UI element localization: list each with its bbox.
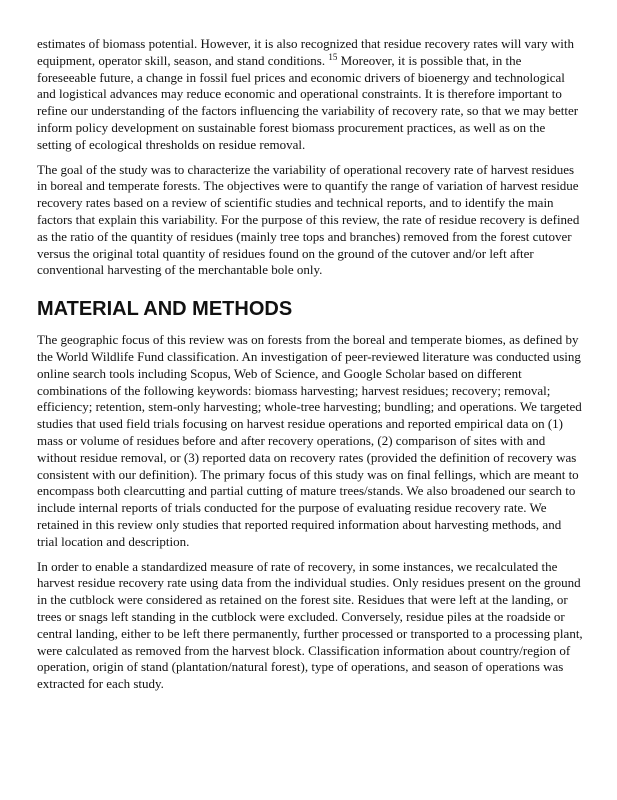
intro-paragraph-1-text-a: estimates of biomass potential. However, it is also recognized that residue recovery rates will vary with equipment, operator skill, season, and stand conditions. — [37, 36, 575, 68]
citation-ref-15[interactable]: 15 — [328, 51, 338, 62]
intro-paragraph-1-text-b: Moreover, it is possible that, in the foreseeable future, a change in fossil fuel prices and economic drivers of bioenergy and technological and logistical advances may reduce economic and operational constraints. It is therefore important to refine our understanding of the factors influencing the variability of recovery rate, so that we may better inform policy development on sustainable forest biomass procurement practices, as well as on the setting of ecological thresholds on residue removal. — [37, 52, 579, 152]
intro-paragraph-1 — [37, 36, 583, 154]
section-heading-methods: MATERIAL AND METHODS — [37, 298, 293, 321]
methods-paragraph-2: In order to enable a standardized measure of rate of recovery, in some instances, we recalculated the harvest residue recovery rate using data from the individual studies. Only residues present on the ground in the cutblock were considered as retained on the forest site. Residues that were left at the landing, or trees or snags left standing in the cutblock were excluded. Conversely, residue piles at the roadside or central landing, either to be left there permanently, further processed or transported to a processing plant, were calculated as removed from the harvest block. Classification information about country/region of operation, origin of stand (plantation/natural forest), type of operations, and season of operations was extracted for each study. — [37, 558, 583, 692]
intro-paragraph-2: The goal of the study was to characterize the variability of operational recovery rate of harvest residues in boreal and temperate forests. The objectives were to quantify the range of variation of harvest residue recovery rates based on a review of scientific studies and technical reports, and to identify the main factors that explain this variability. For the purpose of this review, the rate of residue recovery is defined as the ratio of the quantity of residues (mainly tree tops and branches) removed from the forest cutover versus the original total quantity of residues found on the ground of the cutover and/or left after conventional harvesting of the merchantable bole only. — [37, 161, 580, 278]
methods-paragraph-1: The geographic focus of this review was on forests from the boreal and temperate biomes, as defined by the World Wildlife Fund classification. An investigation of peer-reviewed literature was conducted using online search tools including Scopus, Web of Science, and Google Scholar based on different combinations of the following keywords: biomass harvesting; harvest residues; recovery; removal; efficiency; retention, stem-only harvesting; whole-tree harvesting; bundling; and operations. We targeted studies that used field trials focusing on harvest residue operations and reported empirical data on (1) mass or volume of residues before and after recovery operations, (2) comparison of sites with and without residue removal, or (3) reported data on recovery rates (provided the definition of recovery was consistent with our definition). The primary focus of this study was on final fellings, which are meant to encompass both clearcutting and partial cutting of mature trees/stands. We also broadened our search to include internal reports of trials conducted for the purpose of evaluating residue recovery rate. We retained in this review only studies that reported required information about harvesting methods, and trial location and description. — [37, 332, 582, 549]
document-page — [37, 36, 583, 701]
